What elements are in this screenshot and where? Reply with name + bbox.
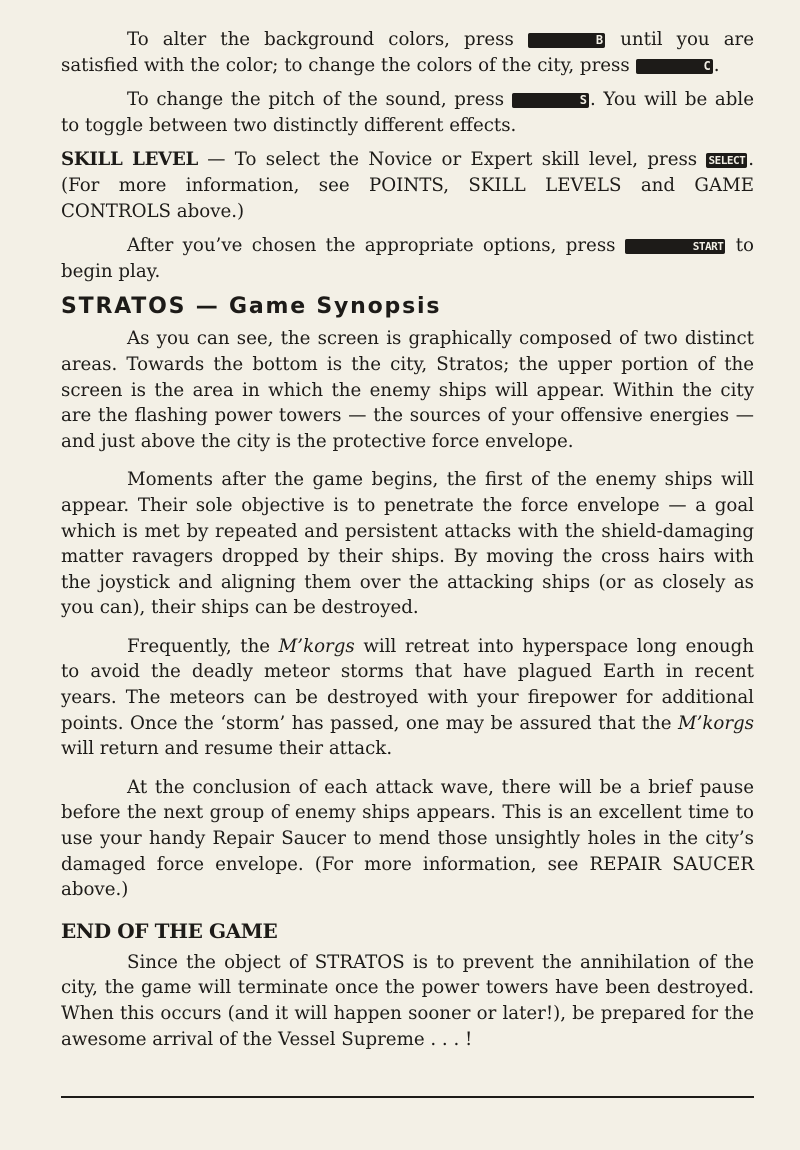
synopsis-paragraph-attack: Moments after the game begins, the first of the enemy ships will appear. Their sole objective is to penetrate the force envelope — a goal which is met by repeated and persistent attacks with the shield-damaging matter ravagers dropped by their ships. By moving the cross hairs with the joystick and aligning them over the attacking ships (or as closely as you can), their ships can be destroyed. bbox=[61, 469, 754, 619]
text-fragment: To alter the background colors, press bbox=[127, 29, 528, 50]
text-fragment: Frequently, the bbox=[127, 635, 279, 657]
text-fragment: To change the pitch of the sound, press bbox=[127, 89, 512, 111]
text-fragment: . You will be able to toggle between two distinctly different effects. bbox=[61, 89, 754, 136]
key-start-icon: START bbox=[625, 239, 726, 254]
skill-level-label: SKILL LEVEL bbox=[61, 149, 198, 171]
text-fragment: until you are satisfied with the color; to change the colors of the city, press bbox=[61, 29, 754, 76]
background-color-paragraph bbox=[61, 27, 754, 78]
synopsis-paragraph-meteors bbox=[61, 634, 754, 762]
text-fragment: . bbox=[713, 54, 720, 76]
enemy-name: M’korgs bbox=[677, 712, 754, 734]
key-s-icon: S bbox=[512, 93, 589, 108]
synopsis-paragraph-screen: As you can see, the screen is graphically composed of two distinct areas. Towards the bottom is the city, Stratos; the upper portion of the screen is the area in which the enemy ships will appear. Within the city are the flashing power towers — the sources of your offensive energies — and just above the city is the protective force envelope. bbox=[61, 328, 754, 452]
text-fragment: . (For more information, see POINTS, SKILL LEVELS and GAME CONTROLS above.) bbox=[61, 149, 754, 222]
bottom-rule bbox=[61, 1096, 754, 1098]
key-select-icon: SELECT bbox=[708, 154, 746, 168]
text-fragment: will return and resume their attack. bbox=[61, 738, 393, 760]
end-of-game-paragraph: Since the object of STRATOS is to prevent the annihilation of the city, the game will terminate once the power towers have been destroyed. When this occurs (and it will happen sooner or later!), be prepared for the awesome arrival of the Vessel Supreme . . . ! bbox=[61, 951, 754, 1050]
text-fragment: to begin play. bbox=[61, 235, 754, 282]
synopsis-heading: STRATOS — Game Synopsis bbox=[61, 294, 442, 320]
enemy-name: M’korgs bbox=[278, 635, 355, 657]
synopsis-paragraph-repair: At the conclusion of each attack wave, there will be a brief pause before the next group of enemy ships appears. This is an excellent time to use your handy Repair Saucer to mend those unsightly holes in the city’s damaged force envelope. (For more information, see REPAIR SAUCER above.) bbox=[61, 776, 754, 901]
text-fragment: After you’ve chosen the appropriate options, press bbox=[127, 235, 625, 257]
end-of-game-heading: END OF THE GAME bbox=[61, 918, 278, 943]
sound-pitch-paragraph bbox=[61, 87, 754, 138]
text-fragment: will retreat into hyperspace long enough to avoid the deadly meteor storms that have plagued Earth in recent years. The meteors can be destroyed with your firepower for additional points. Once the ‘storm’ has passed, one may be assured that the bbox=[61, 635, 754, 734]
start-play-paragraph bbox=[61, 233, 754, 284]
text-fragment: — To select the Novice or Expert skill level, press bbox=[198, 149, 707, 171]
key-c-icon: C bbox=[636, 59, 713, 74]
key-b-icon: B bbox=[528, 33, 605, 48]
skill-level-paragraph bbox=[61, 147, 754, 224]
